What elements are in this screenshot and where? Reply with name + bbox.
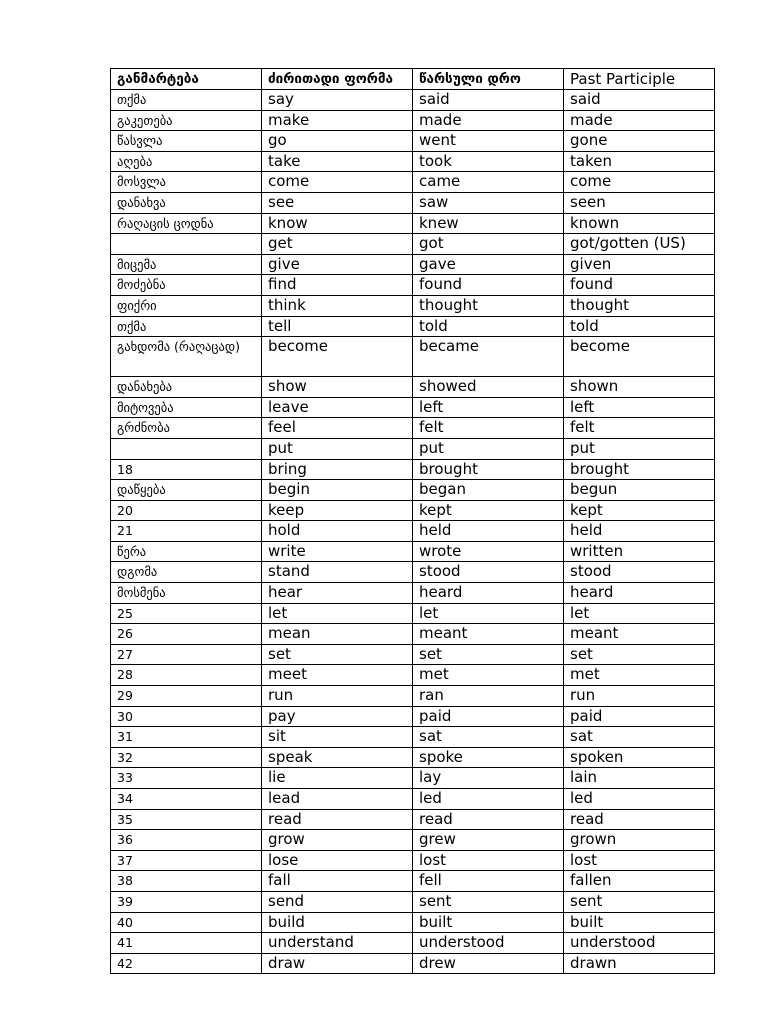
past-participle-cell: drawn: [564, 953, 715, 974]
table-row: [111, 850, 715, 871]
definition-cell: ფიქრი: [111, 295, 262, 316]
past-participle-cell: lost: [564, 850, 715, 871]
definition-cell: 27: [111, 644, 262, 665]
past-participle-cell: run: [564, 686, 715, 707]
past-tense-cell: understood: [413, 933, 564, 954]
table-row: [111, 912, 715, 933]
definition-cell: გრძნობა: [111, 418, 262, 439]
base-form-cell: leave: [262, 397, 413, 418]
definition-cell: აღება: [111, 151, 262, 172]
base-form-cell: take: [262, 151, 413, 172]
past-tense-cell: told: [413, 316, 564, 337]
past-tense-cell: found: [413, 275, 564, 296]
past-participle-cell: thought: [564, 295, 715, 316]
definition-cell: [111, 234, 262, 255]
base-form-cell: get: [262, 234, 413, 255]
table-row: [111, 438, 715, 459]
definition-cell: მოსმენა: [111, 583, 262, 604]
definition-cell: 37: [111, 850, 262, 871]
base-form-cell: tell: [262, 316, 413, 337]
definition-cell: თქმა: [111, 316, 262, 337]
base-form-cell: find: [262, 275, 413, 296]
table-row: [111, 500, 715, 521]
past-participle-cell: paid: [564, 706, 715, 727]
definition-cell: 20: [111, 500, 262, 521]
table-row: [111, 541, 715, 562]
past-participle-cell: led: [564, 789, 715, 810]
past-tense-cell: knew: [413, 213, 564, 234]
past-tense-cell: paid: [413, 706, 564, 727]
past-participle-cell: fallen: [564, 871, 715, 892]
past-tense-cell: let: [413, 603, 564, 624]
table-row: [111, 480, 715, 501]
table-row: [111, 316, 715, 337]
past-tense-cell: sent: [413, 891, 564, 912]
past-tense-cell: drew: [413, 953, 564, 974]
definition-cell: 30: [111, 706, 262, 727]
definition-cell: 40: [111, 912, 262, 933]
past-tense-cell: spoke: [413, 747, 564, 768]
past-tense-cell: felt: [413, 418, 564, 439]
past-participle-cell: felt: [564, 418, 715, 439]
verb-table-body: [111, 90, 715, 974]
table-row: [111, 521, 715, 542]
past-tense-cell: brought: [413, 459, 564, 480]
base-form-cell: draw: [262, 953, 413, 974]
definition-cell: დაწყება: [111, 480, 262, 501]
past-tense-cell: fell: [413, 871, 564, 892]
past-participle-cell: built: [564, 912, 715, 933]
definition-cell: 29: [111, 686, 262, 707]
past-participle-cell: got/gotten (US): [564, 234, 715, 255]
past-tense-cell: left: [413, 397, 564, 418]
definition-cell: 38: [111, 871, 262, 892]
base-form-cell: give: [262, 254, 413, 275]
definition-cell: მოძებნა: [111, 275, 262, 296]
base-form-cell: pay: [262, 706, 413, 727]
table-row: [111, 90, 715, 111]
past-tense-cell: stood: [413, 562, 564, 583]
past-tense-cell: sat: [413, 727, 564, 748]
past-participle-cell: brought: [564, 459, 715, 480]
table-row: [111, 727, 715, 748]
base-form-cell: set: [262, 644, 413, 665]
definition-cell: 35: [111, 809, 262, 830]
base-form-cell: read: [262, 809, 413, 830]
definition-cell: თქმა: [111, 90, 262, 111]
header-past-tense: წარსული დრო: [413, 69, 564, 90]
base-form-cell: bring: [262, 459, 413, 480]
base-form-cell: speak: [262, 747, 413, 768]
table-row: [111, 337, 715, 377]
definition-cell: [111, 438, 262, 459]
header-row: [111, 69, 715, 90]
base-form-cell: come: [262, 172, 413, 193]
base-form-cell: hear: [262, 583, 413, 604]
past-tense-cell: went: [413, 131, 564, 152]
past-tense-cell: lay: [413, 768, 564, 789]
past-participle-cell: made: [564, 110, 715, 131]
base-form-cell: meet: [262, 665, 413, 686]
past-participle-cell: gone: [564, 131, 715, 152]
base-form-cell: lie: [262, 768, 413, 789]
definition-cell: 21: [111, 521, 262, 542]
base-form-cell: lead: [262, 789, 413, 810]
past-participle-cell: grown: [564, 830, 715, 851]
past-participle-cell: left: [564, 397, 715, 418]
base-form-cell: hold: [262, 521, 413, 542]
past-tense-cell: made: [413, 110, 564, 131]
definition-cell: 32: [111, 747, 262, 768]
definition-cell: წერა: [111, 541, 262, 562]
table-row: [111, 891, 715, 912]
past-participle-cell: found: [564, 275, 715, 296]
header-definition: განმარტება: [111, 69, 262, 90]
table-row: [111, 768, 715, 789]
past-participle-cell: seen: [564, 192, 715, 213]
past-tense-cell: heard: [413, 583, 564, 604]
table-row: [111, 234, 715, 255]
past-tense-cell: said: [413, 90, 564, 111]
past-tense-cell: built: [413, 912, 564, 933]
past-tense-cell: began: [413, 480, 564, 501]
base-form-cell: feel: [262, 418, 413, 439]
past-participle-cell: heard: [564, 583, 715, 604]
past-participle-cell: read: [564, 809, 715, 830]
definition-cell: დანახება: [111, 377, 262, 398]
past-tense-cell: set: [413, 644, 564, 665]
base-form-cell: keep: [262, 500, 413, 521]
table-row: [111, 192, 715, 213]
base-form-cell: build: [262, 912, 413, 933]
base-form-cell: put: [262, 438, 413, 459]
definition-cell: 36: [111, 830, 262, 851]
table-row: [111, 110, 715, 131]
definition-cell: დგომა: [111, 562, 262, 583]
past-participle-cell: said: [564, 90, 715, 111]
definition-cell: დანახვა: [111, 192, 262, 213]
past-tense-cell: lost: [413, 850, 564, 871]
table-row: [111, 624, 715, 645]
past-participle-cell: let: [564, 603, 715, 624]
base-form-cell: become: [262, 337, 413, 377]
table-row: [111, 295, 715, 316]
past-tense-cell: led: [413, 789, 564, 810]
table-row: [111, 809, 715, 830]
past-participle-cell: lain: [564, 768, 715, 789]
definition-cell: 25: [111, 603, 262, 624]
past-participle-cell: given: [564, 254, 715, 275]
base-form-cell: think: [262, 295, 413, 316]
past-tense-cell: wrote: [413, 541, 564, 562]
base-form-cell: know: [262, 213, 413, 234]
past-participle-cell: become: [564, 337, 715, 377]
base-form-cell: make: [262, 110, 413, 131]
definition-cell: 39: [111, 891, 262, 912]
table-row: [111, 789, 715, 810]
base-form-cell: write: [262, 541, 413, 562]
definition-cell: რაღაცის ცოდნა: [111, 213, 262, 234]
base-form-cell: lose: [262, 850, 413, 871]
past-tense-cell: showed: [413, 377, 564, 398]
past-participle-cell: written: [564, 541, 715, 562]
table-row: [111, 747, 715, 768]
header-past-participle: Past Participle: [564, 69, 715, 90]
definition-cell: 26: [111, 624, 262, 645]
table-row: [111, 131, 715, 152]
past-tense-cell: thought: [413, 295, 564, 316]
past-tense-cell: saw: [413, 192, 564, 213]
table-row: [111, 213, 715, 234]
past-tense-cell: met: [413, 665, 564, 686]
definition-cell: მოსვლა: [111, 172, 262, 193]
past-participle-cell: sat: [564, 727, 715, 748]
past-participle-cell: understood: [564, 933, 715, 954]
past-participle-cell: sent: [564, 891, 715, 912]
base-form-cell: grow: [262, 830, 413, 851]
base-form-cell: stand: [262, 562, 413, 583]
table-row: [111, 871, 715, 892]
past-tense-cell: read: [413, 809, 564, 830]
past-participle-cell: begun: [564, 480, 715, 501]
table-row: [111, 644, 715, 665]
table-row: [111, 459, 715, 480]
base-form-cell: show: [262, 377, 413, 398]
base-form-cell: mean: [262, 624, 413, 645]
past-participle-cell: stood: [564, 562, 715, 583]
past-participle-cell: taken: [564, 151, 715, 172]
table-row: [111, 933, 715, 954]
past-tense-cell: came: [413, 172, 564, 193]
definition-cell: გახდომა (რაღაცად): [111, 337, 262, 377]
definition-cell: 33: [111, 768, 262, 789]
past-participle-cell: held: [564, 521, 715, 542]
past-participle-cell: kept: [564, 500, 715, 521]
past-participle-cell: met: [564, 665, 715, 686]
past-participle-cell: come: [564, 172, 715, 193]
table-row: [111, 706, 715, 727]
table-row: [111, 686, 715, 707]
past-tense-cell: got: [413, 234, 564, 255]
definition-cell: მიცემა: [111, 254, 262, 275]
past-tense-cell: grew: [413, 830, 564, 851]
base-form-cell: send: [262, 891, 413, 912]
table-row: [111, 562, 715, 583]
base-form-cell: begin: [262, 480, 413, 501]
past-tense-cell: held: [413, 521, 564, 542]
base-form-cell: see: [262, 192, 413, 213]
past-tense-cell: ran: [413, 686, 564, 707]
past-tense-cell: put: [413, 438, 564, 459]
table-row: [111, 583, 715, 604]
table-row: [111, 377, 715, 398]
table-row: [111, 953, 715, 974]
base-form-cell: go: [262, 131, 413, 152]
table-row: [111, 151, 715, 172]
definition-cell: გაკეთება: [111, 110, 262, 131]
definition-cell: 42: [111, 953, 262, 974]
table-row: [111, 603, 715, 624]
base-form-cell: fall: [262, 871, 413, 892]
past-participle-cell: meant: [564, 624, 715, 645]
past-tense-cell: became: [413, 337, 564, 377]
past-participle-cell: shown: [564, 377, 715, 398]
definition-cell: 31: [111, 727, 262, 748]
base-form-cell: run: [262, 686, 413, 707]
table-row: [111, 665, 715, 686]
past-tense-cell: took: [413, 151, 564, 172]
table-row: [111, 830, 715, 851]
table-row: [111, 275, 715, 296]
base-form-cell: say: [262, 90, 413, 111]
definition-cell: 34: [111, 789, 262, 810]
past-participle-cell: put: [564, 438, 715, 459]
table-row: [111, 254, 715, 275]
definition-cell: 18: [111, 459, 262, 480]
definition-cell: 28: [111, 665, 262, 686]
definition-cell: 41: [111, 933, 262, 954]
header-base-form: ძირითადი ფორმა: [262, 69, 413, 90]
past-participle-cell: known: [564, 213, 715, 234]
table-row: [111, 418, 715, 439]
base-form-cell: understand: [262, 933, 413, 954]
base-form-cell: sit: [262, 727, 413, 748]
past-participle-cell: told: [564, 316, 715, 337]
past-tense-cell: gave: [413, 254, 564, 275]
definition-cell: მიტოვება: [111, 397, 262, 418]
past-participle-cell: set: [564, 644, 715, 665]
table-row: [111, 397, 715, 418]
past-tense-cell: kept: [413, 500, 564, 521]
base-form-cell: let: [262, 603, 413, 624]
table-row: [111, 172, 715, 193]
definition-cell: წასვლა: [111, 131, 262, 152]
past-tense-cell: meant: [413, 624, 564, 645]
verb-table: [110, 68, 715, 974]
past-participle-cell: spoken: [564, 747, 715, 768]
